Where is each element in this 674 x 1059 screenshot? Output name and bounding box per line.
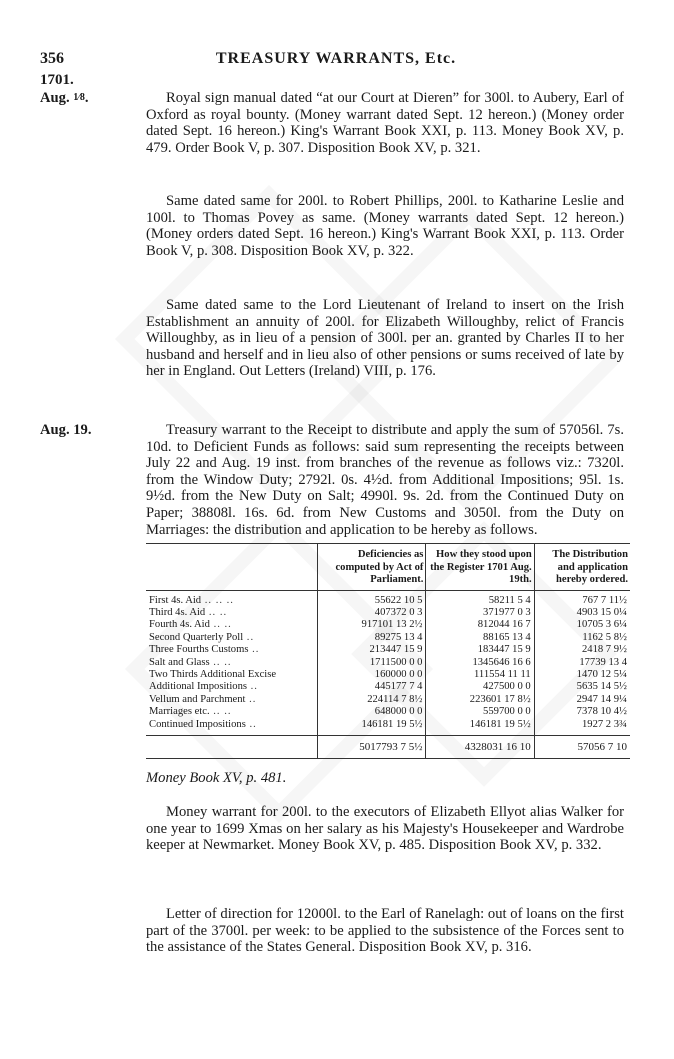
distribution-cell: 7378 10 4½ [534,706,630,718]
distribution-cell: 5635 14 5½ [534,681,630,693]
entry-text: Same dated same to the Lord Lieutenant of Ireland to insert on the Irish Establishment an annuity of 200l. for Elizabeth Willoughby, relict of Francis Willoughby, as in lieu of a pension of 300l. per an. granted by Charles II to her husband and herself and in lieu also of other pensions or sums received of late by her in England. Out Letters (Ireland) VIII, p. 176. [146,297,624,380]
register-cell: 146181 19 5½ [426,719,534,736]
page-header [40,50,632,72]
table-row [146,694,630,706]
table-header-row [146,544,630,591]
table-header-distribution: The Distribution and application hereby ordered. [534,544,630,591]
leader-dots: .. [248,644,260,656]
leader-dots: .. .. [209,619,232,631]
register-cell: 427500 0 0 [426,681,534,693]
deficiency-cell: 1711500 0 0 [318,657,426,669]
fund-name-cell: Additional Impositions .. [149,681,258,693]
table-row [146,669,630,681]
deficiency-cell: 648000 0 0 [318,706,426,718]
deficiency-cell: 213447 15 9 [318,644,426,656]
total-deficiency-cell: 5017793 7 5½ [318,735,426,758]
distribution-cell: 2947 14 9¼ [534,694,630,706]
total-register-cell: 4328031 16 10 [426,735,534,758]
table-row [146,681,630,693]
register-cell: 223601 17 8½ [426,694,534,706]
table-row [146,607,630,619]
leader-dots: .. [247,681,258,693]
entry-date: Aug. 19. [40,422,92,438]
distribution-cell: 2418 7 9½ [534,644,630,656]
fund-name-cell: Fourth 4s. Aid .. .. [149,619,232,631]
fund-name-cell: First 4s. Aid .. .. .. [149,594,234,606]
fund-name-cell: Three Fourths Customs .. [149,644,260,656]
page-number: 356 [40,50,64,67]
deficiency-cell: 445177 7 4 [318,681,426,693]
distribution-cell: 17739 13 4 [534,657,630,669]
distribution-cell: 4903 15 0¼ [534,607,630,619]
distribution-cell: 1927 2 3¾ [534,719,630,736]
running-title: TREASURY WARRANTS, Etc. [215,50,457,67]
table-row [146,590,630,607]
table-row [146,657,630,669]
table-header-register: How they stood upon the Register 1701 Aug. 19th. [426,544,534,591]
table-source: Money Book XV, p. 481. [146,770,287,786]
register-cell: 812044 16 7 [426,619,534,631]
table-row [146,719,630,736]
fund-name-cell: Third 4s. Aid .. .. [149,606,228,618]
leader-dots: .. [245,718,257,730]
entry-date: Aug. 1⁄8. [40,90,89,106]
total-label-cell [146,735,318,758]
register-cell: 58211 5 4 [426,590,534,607]
leader-dots: .. .. [205,606,228,618]
fund-name-cell: Two Thirds Additional Excise [149,668,277,680]
deficient-funds-table [146,543,630,759]
distribution-cell: 767 7 11½ [534,590,630,607]
entry-paragraph [146,804,624,854]
deficiency-cell: 160000 0 0 [318,669,426,681]
leader-dots: .. .. [209,656,232,668]
fund-name-cell: Salt and Glass .. .. [149,656,232,668]
entry-text: Money warrant for 200l. to the executors of Elizabeth Ellyot alias Walker for one year to 1699 Xmas on her salary as his Majesty's Housekeeper and Wardrobe keeper at Newmarket. Money Book XV, p. 485. Disposition Book XV, p. 332. [146,804,624,854]
table-header-deficiency: Deficiencies as computed by Act of Parliament. [318,544,426,591]
entry-paragraph [146,193,624,259]
fund-name-cell: Marriages etc. .. .. [149,706,232,718]
entry-text: Royal sign manual dated “at our Court at Dieren” for 300l. to Aubery, Earl of Oxford as royal bounty. (Money warrant dated Sept. 12 hereon.) (Money order dated Sept. 16 hereon.) King's Warrant Book XXI, p. 113. Money Book XV, p. 479. Order Book V, p. 307. Disposition Book XV, p. 321. [146,90,624,156]
deficiency-cell: 407372 0 3 [318,607,426,619]
table-row [146,706,630,718]
table-header-blank [146,544,318,591]
deficiency-cell: 146181 19 5½ [318,719,426,736]
table-total-row [146,735,630,758]
leader-dots: .. [245,693,257,705]
total-distribution-cell: 57056 7 10 [534,735,630,758]
deficiency-cell: 89275 13 4 [318,632,426,644]
entry-paragraph [146,906,624,956]
register-cell: 1345646 16 6 [426,657,534,669]
year-label: 1701. [40,72,74,88]
table-row [146,644,630,656]
register-cell: 88165 13 4 [426,632,534,644]
leader-dots: .. .. .. [201,594,234,606]
entry-paragraph [146,90,624,156]
entry-text: Letter of direction for 12000l. to the Earl of Ranelagh: out of loans on the first part of the 3700l. per week: to be applied to the subsistence of the Forces sent to the assistance of the States General. Disposition Book XV, p. 316. [146,906,624,956]
deficiency-cell: 917101 13 2½ [318,619,426,631]
fund-name-cell: Vellum and Parchment .. [149,693,257,705]
register-cell: 559700 0 0 [426,706,534,718]
entry-paragraph [146,422,624,538]
table-row [146,619,630,631]
register-cell: 111554 11 11 [426,669,534,681]
distribution-cell: 1162 5 8½ [534,632,630,644]
deficiency-cell: 55622 10 5 [318,590,426,607]
leader-dots: .. [243,631,255,643]
entry-text: Same dated same for 200l. to Robert Phillips, 200l. to Katharine Leslie and 100l. to Thomas Povey as same. (Money warrants dated Sept. 12 hereon.) (Money orders dated Sept. 16 hereon.) King's Warrant Book XXI, p. 113. Order Book V, p. 308. Disposition Book XV, p. 322. [146,193,624,259]
distribution-cell: 10705 3 6¼ [534,619,630,631]
entry-paragraph [146,297,624,380]
table-row [146,632,630,644]
register-cell: 371977 0 3 [426,607,534,619]
deficiency-cell: 224114 7 8½ [318,694,426,706]
fund-name-cell: Second Quarterly Poll .. [149,631,255,643]
leader-dots: .. .. [209,706,232,718]
register-cell: 183447 15 9 [426,644,534,656]
entry-text: Treasury warrant to the Receipt to distribute and apply the sum of 57056l. 7s. 10d. to Deficient Funds as follows: said sum representing the receipts between July 22 and Aug. 19 inst. from branches of the revenue as follows viz.: 7320l. from the Window Duty; 2792l. 0s. 4½d. from Additional Impositions; 95l. 1s. 9½d. from the New Duty on Salt; 4990l. 9s. 2d. from the Continued Duty on Paper; 38808l. 16s. 6d. from New Customs and 3050l. from the Duty on Marriages: the distribution and application to be hereby as follows. [146,422,624,538]
fund-name-cell: Continued Impositions .. [149,718,257,730]
distribution-cell: 1470 12 5¼ [534,669,630,681]
